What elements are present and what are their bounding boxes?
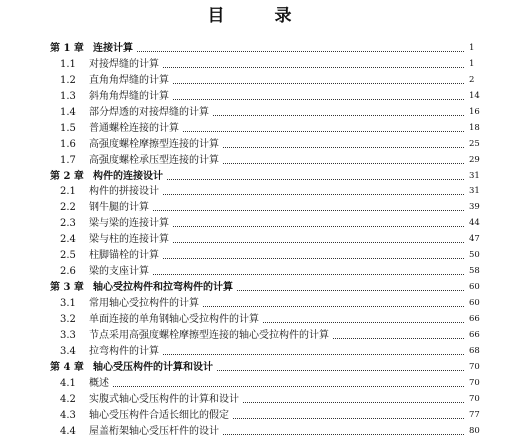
entry-number: 2.4 (60, 234, 76, 246)
page-title: 目 录 (207, 6, 314, 26)
toc-section-entry (0, 328, 521, 344)
entry-page-number: 39 (469, 202, 480, 213)
entry-number: 4.1 (60, 377, 76, 389)
entry-number: 4.2 (60, 393, 76, 405)
entry-title: 直角角焊缝的计算 (89, 74, 169, 86)
toc-section-entry (0, 153, 521, 169)
dot-leader (163, 354, 464, 355)
dot-leader (153, 274, 464, 275)
entry-page-number: 25 (469, 138, 480, 149)
entry-page-number: 18 (469, 122, 480, 133)
entry-number: 1.4 (60, 106, 76, 118)
entry-number: 第 2 章 (50, 170, 84, 182)
table-of-contents (0, 41, 521, 439)
entry-title: 普通螺栓连接的计算 (89, 122, 179, 134)
toc-section-entry (0, 121, 521, 137)
toc-section-entry (0, 296, 521, 312)
entry-title: 柱脚锚栓的计算 (89, 250, 159, 262)
entry-page-number: 31 (469, 186, 480, 197)
dot-leader (113, 386, 464, 387)
toc-section-entry (0, 73, 521, 89)
entry-number: 1.6 (60, 138, 76, 150)
entry-number: 4.4 (60, 425, 76, 437)
entry-title: 轴心受拉构件和拉弯构件的计算 (93, 282, 233, 294)
entry-title: 实腹式轴心受压构件的计算和设计 (89, 393, 239, 405)
entry-page-number: 70 (469, 377, 480, 388)
entry-title: 节点采用高强度螺栓摩擦型连接的轴心受拉构件的计算 (89, 329, 329, 341)
entry-number: 1.2 (60, 74, 76, 86)
entry-number: 3.4 (60, 345, 76, 357)
entry-page-number: 66 (469, 313, 480, 324)
entry-number: 第 4 章 (50, 361, 84, 373)
dot-leader (243, 402, 464, 403)
entry-page-number: 47 (469, 234, 480, 245)
entry-title: 轴心受压构件的计算和设计 (93, 361, 213, 373)
toc-section-entry (0, 184, 521, 200)
dot-leader (183, 131, 464, 132)
entry-number: 1.1 (60, 58, 76, 70)
dot-leader (333, 338, 464, 339)
toc-section-entry (0, 232, 521, 248)
dot-leader (163, 194, 464, 195)
dot-leader (173, 242, 464, 243)
entry-number: 4.3 (60, 409, 76, 421)
dot-leader (163, 258, 464, 259)
entry-title: 梁与梁的连接计算 (89, 218, 169, 230)
entry-page-number: 1 (469, 43, 475, 53)
toc-chapter-entry (0, 360, 521, 376)
dot-leader (173, 226, 464, 227)
entry-number: 2.3 (60, 218, 76, 230)
dot-leader (223, 147, 464, 148)
toc-section-entry (0, 392, 521, 408)
toc-section-entry (0, 264, 521, 280)
toc-chapter-entry (0, 280, 521, 296)
dot-leader (233, 418, 464, 419)
entry-title: 连接计算 (93, 43, 133, 54)
entry-page-number: 68 (469, 345, 480, 356)
entry-page-number: 58 (469, 266, 480, 277)
entry-title: 钢牛腿的计算 (89, 202, 149, 214)
entry-number: 2.5 (60, 250, 76, 262)
toc-section-entry (0, 312, 521, 328)
entry-title: 单面连接的单角钢轴心受拉构件的计算 (89, 313, 259, 325)
entry-title: 拉弯构件的计算 (89, 345, 159, 357)
entry-page-number: 14 (469, 90, 480, 101)
toc-section-entry (0, 424, 521, 440)
dot-leader (153, 210, 464, 211)
entry-number: 3.3 (60, 329, 76, 341)
dot-leader (203, 306, 464, 307)
toc-chapter-entry (0, 41, 521, 57)
entry-number: 第 1 章 (50, 43, 84, 54)
toc-section-entry (0, 105, 521, 121)
entry-page-number: 2 (469, 74, 475, 85)
toc-section-entry (0, 216, 521, 232)
entry-page-number: 31 (469, 170, 480, 181)
dot-leader (167, 179, 464, 180)
dot-leader (263, 322, 464, 323)
entry-number: 第 3 章 (50, 282, 84, 294)
entry-page-number: 66 (469, 329, 480, 340)
toc-section-entry (0, 344, 521, 360)
entry-title: 对接焊缝的计算 (89, 58, 159, 70)
entry-title: 概述 (89, 377, 109, 389)
entry-number: 3.2 (60, 313, 76, 325)
entry-page-number: 80 (469, 425, 480, 436)
toc-section-entry (0, 200, 521, 216)
toc-section-entry (0, 376, 521, 392)
toc-chapter-entry (0, 169, 521, 185)
entry-page-number: 1 (469, 58, 475, 69)
toc-section-entry (0, 248, 521, 264)
entry-title: 梁与柱的连接计算 (89, 234, 169, 246)
entry-title: 构件的连接设计 (93, 170, 163, 182)
entry-title: 构件的拼接设计 (89, 186, 159, 198)
toc-section-entry (0, 137, 521, 153)
entry-number: 2.6 (60, 266, 76, 278)
dot-leader (237, 290, 464, 291)
entry-title: 高强度螺栓摩擦型连接的计算 (89, 138, 219, 150)
entry-page-number: 70 (469, 393, 480, 404)
entry-page-number: 16 (469, 106, 480, 117)
entry-title: 常用轴心受拉构件的计算 (89, 298, 199, 309)
dot-leader (213, 115, 464, 116)
dot-leader (173, 99, 464, 100)
entry-number: 1.5 (60, 122, 76, 134)
entry-page-number: 70 (469, 361, 480, 372)
entry-title: 部分焊透的对接焊缝的计算 (89, 106, 209, 118)
entry-page-number: 60 (469, 282, 480, 293)
entry-page-number: 44 (469, 218, 480, 229)
entry-number: 1.3 (60, 90, 76, 102)
entry-title: 屋盖桁架轴心受压杆件的设计 (89, 425, 219, 437)
toc-section-entry (0, 89, 521, 105)
toc-section-entry (0, 408, 521, 424)
entry-number: 2.2 (60, 202, 76, 214)
dot-leader (163, 67, 464, 68)
dot-leader (223, 434, 464, 435)
entry-title: 斜角角焊缝的计算 (89, 90, 169, 102)
entry-page-number: 50 (469, 250, 480, 261)
dot-leader (223, 163, 464, 164)
dot-leader (173, 83, 464, 84)
dot-leader (217, 370, 464, 371)
entry-title: 轴心受压构件合适长细比的假定 (89, 409, 229, 421)
entry-page-number: 29 (469, 154, 480, 165)
entry-title: 梁的支座计算 (89, 266, 149, 278)
entry-page-number: 77 (469, 409, 480, 420)
dot-leader (137, 51, 464, 52)
entry-number: 3.1 (60, 298, 76, 309)
entry-title: 高强度螺栓承压型连接的计算 (89, 154, 219, 166)
entry-page-number: 60 (469, 298, 480, 308)
entry-number: 1.7 (60, 154, 76, 166)
entry-number: 2.1 (60, 186, 76, 198)
toc-section-entry (0, 57, 521, 73)
